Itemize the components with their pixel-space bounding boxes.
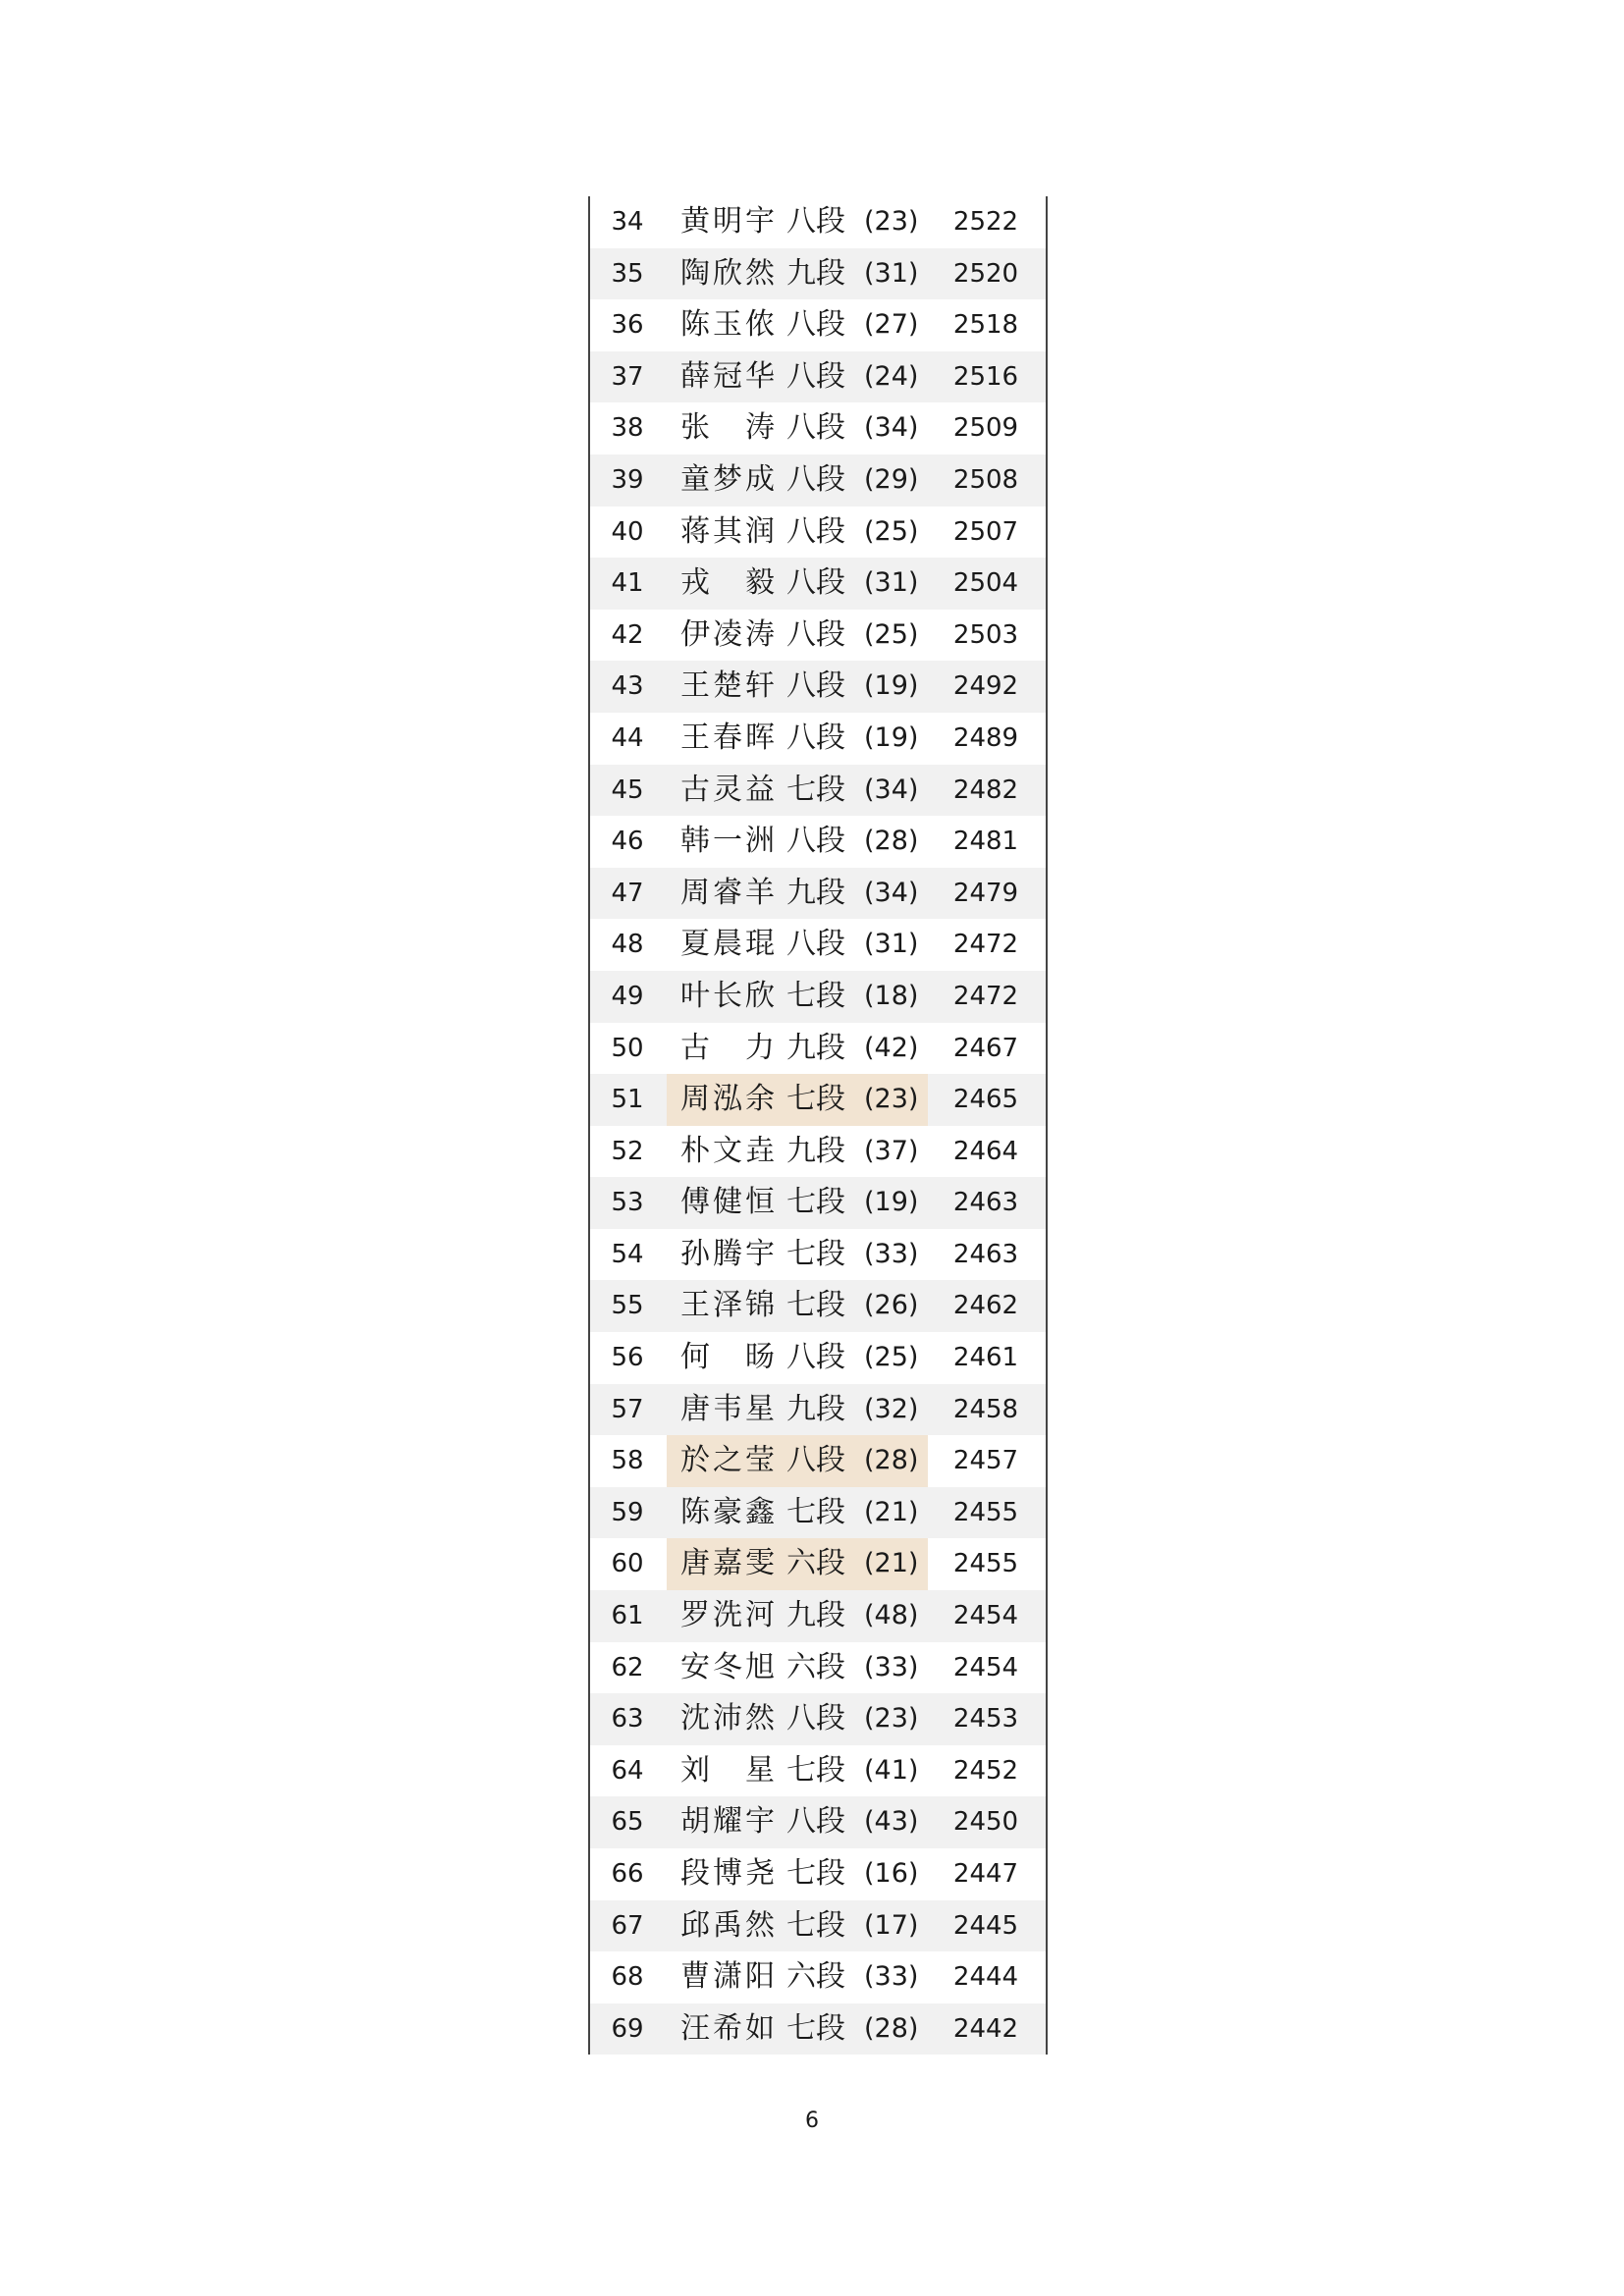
table-row xyxy=(590,1951,1046,2003)
player-age: (25) xyxy=(864,1342,919,1373)
rating-value: 2508 xyxy=(952,464,1019,495)
dan-rank: 七段 xyxy=(786,1907,845,1943)
table-row xyxy=(590,1796,1046,1848)
table-row xyxy=(590,971,1046,1023)
rank-cell: 62 xyxy=(611,1652,644,1682)
player-age: (28) xyxy=(864,2012,919,2044)
player-name: 蒋其润 xyxy=(680,513,775,549)
player-age: (29) xyxy=(864,463,919,495)
player-age: (18) xyxy=(864,980,919,1011)
table-row xyxy=(590,402,1046,454)
rating-value: 2504 xyxy=(952,568,1019,599)
player-age: (37) xyxy=(864,1135,919,1166)
table-row xyxy=(590,1642,1046,1694)
player-name: 童梦成 xyxy=(680,461,775,497)
rating-value: 2463 xyxy=(952,1188,1019,1218)
player-age: (21) xyxy=(864,1496,919,1527)
rating-value: 2445 xyxy=(952,1910,1019,1941)
player-age: (24) xyxy=(864,360,919,392)
player-age: (32) xyxy=(864,1393,919,1424)
player-name: 王泽锦 xyxy=(680,1288,775,1323)
player-name: 黄明宇 xyxy=(680,204,775,239)
rating-value: 2454 xyxy=(952,1601,1019,1631)
table-row xyxy=(590,610,1046,662)
player-age: (25) xyxy=(864,515,919,547)
player-name: 唐韦星 xyxy=(680,1391,775,1426)
table-row xyxy=(590,558,1046,610)
table-row xyxy=(590,1693,1046,1745)
table-row xyxy=(590,816,1046,868)
player-age: (28) xyxy=(864,826,919,857)
dan-rank: 九段 xyxy=(786,1030,845,1065)
rating-value: 2518 xyxy=(952,310,1019,341)
dan-rank: 九段 xyxy=(786,1598,845,1633)
table-row xyxy=(590,1177,1046,1229)
table-row xyxy=(590,507,1046,559)
dan-rank: 七段 xyxy=(786,1236,845,1271)
player-age: (31) xyxy=(864,567,919,599)
player-name: 张 涛 xyxy=(680,410,775,446)
dan-rank: 六段 xyxy=(786,1649,845,1684)
ranking-table xyxy=(588,196,1048,2055)
rating-value: 2481 xyxy=(952,827,1019,857)
dan-rank: 八段 xyxy=(786,461,845,497)
rank-cell: 38 xyxy=(611,413,644,444)
rating-value: 2455 xyxy=(952,1549,1019,1579)
player-name: 安冬旭 xyxy=(680,1649,775,1684)
rating-value: 2472 xyxy=(952,930,1019,960)
rank-cell: 53 xyxy=(611,1188,644,1218)
player-age: (42) xyxy=(864,1032,919,1063)
dan-rank: 七段 xyxy=(786,978,845,1013)
player-name: 陶欣然 xyxy=(680,255,775,291)
dan-rank: 七段 xyxy=(786,1752,845,1788)
rating-value: 2465 xyxy=(952,1085,1019,1115)
table-row xyxy=(590,299,1046,351)
player-name: 薛冠华 xyxy=(680,358,775,394)
player-name: 古 力 xyxy=(680,1030,775,1065)
rank-cell: 36 xyxy=(611,310,644,341)
player-name: 伊凌涛 xyxy=(680,616,775,652)
table-row xyxy=(590,351,1046,403)
rating-value: 2463 xyxy=(952,1239,1019,1269)
rating-value: 2472 xyxy=(952,981,1019,1011)
player-age: (33) xyxy=(864,1238,919,1269)
player-name: 周泓余 xyxy=(680,1082,775,1117)
rating-value: 2507 xyxy=(952,516,1019,547)
rating-value: 2482 xyxy=(952,774,1019,805)
player-age: (26) xyxy=(864,1290,919,1321)
dan-rank: 八段 xyxy=(786,824,845,859)
dan-rank: 九段 xyxy=(786,1133,845,1168)
player-name: 何 旸 xyxy=(680,1340,775,1375)
rating-value: 2516 xyxy=(952,361,1019,392)
player-age: (27) xyxy=(864,309,919,341)
page-number: 6 xyxy=(805,2109,819,2133)
player-age: (23) xyxy=(864,1084,919,1115)
dan-rank: 八段 xyxy=(786,565,845,601)
player-name: 唐嘉雯 xyxy=(680,1546,775,1581)
table-row xyxy=(590,1074,1046,1126)
rating-value: 2492 xyxy=(952,671,1019,702)
rating-value: 2520 xyxy=(952,258,1019,289)
player-age: (25) xyxy=(864,618,919,650)
rating-value: 2457 xyxy=(952,1446,1019,1476)
dan-rank: 九段 xyxy=(786,1391,845,1426)
table-row xyxy=(590,1848,1046,1900)
player-age: (34) xyxy=(864,877,919,908)
rank-cell: 46 xyxy=(611,827,644,857)
dan-rank: 八段 xyxy=(786,720,845,755)
player-name: 胡耀宇 xyxy=(680,1804,775,1840)
table-row xyxy=(590,868,1046,920)
rating-value: 2442 xyxy=(952,2013,1019,2044)
rank-cell: 43 xyxy=(611,671,644,702)
player-name: 王楚轩 xyxy=(680,668,775,704)
rank-cell: 49 xyxy=(611,981,644,1011)
rank-cell: 57 xyxy=(611,1394,644,1424)
rank-cell: 63 xyxy=(611,1704,644,1735)
player-name: 陈豪鑫 xyxy=(680,1494,775,1529)
rank-cell: 42 xyxy=(611,619,644,650)
rating-value: 2489 xyxy=(952,722,1019,753)
dan-rank: 七段 xyxy=(786,2010,845,2046)
dan-rank: 七段 xyxy=(786,772,845,807)
player-age: (23) xyxy=(864,1703,919,1735)
rank-cell: 50 xyxy=(611,1033,644,1063)
player-name: 夏晨琨 xyxy=(680,927,775,962)
table-row xyxy=(590,1332,1046,1384)
player-name: 王春晖 xyxy=(680,720,775,755)
rank-cell: 47 xyxy=(611,878,644,908)
table-row xyxy=(590,1280,1046,1332)
dan-rank: 八段 xyxy=(786,410,845,446)
rank-cell: 60 xyxy=(611,1549,644,1579)
player-age: (21) xyxy=(864,1548,919,1579)
player-name: 陈玉侬 xyxy=(680,307,775,343)
dan-rank: 七段 xyxy=(786,1494,845,1529)
dan-rank: 七段 xyxy=(786,1082,845,1117)
player-name: 韩一洲 xyxy=(680,824,775,859)
player-age: (34) xyxy=(864,774,919,805)
rank-cell: 56 xyxy=(611,1343,644,1373)
table-row xyxy=(590,1590,1046,1642)
dan-rank: 八段 xyxy=(786,1701,845,1736)
rating-value: 2453 xyxy=(952,1704,1019,1735)
rating-value: 2455 xyxy=(952,1497,1019,1527)
table-row xyxy=(590,1126,1046,1178)
rating-value: 2444 xyxy=(952,1962,1019,1993)
player-name: 罗洗河 xyxy=(680,1598,775,1633)
player-age: (31) xyxy=(864,929,919,960)
dan-rank: 六段 xyxy=(786,1546,845,1581)
rating-value: 2522 xyxy=(952,207,1019,237)
rating-value: 2447 xyxy=(952,1859,1019,1889)
dan-rank: 八段 xyxy=(786,927,845,962)
rank-cell: 58 xyxy=(611,1446,644,1476)
player-name: 段博尧 xyxy=(680,1856,775,1891)
table-row xyxy=(590,248,1046,300)
rank-cell: 64 xyxy=(611,1755,644,1786)
dan-rank: 九段 xyxy=(786,255,845,291)
table-row xyxy=(590,454,1046,507)
player-age: (19) xyxy=(864,1187,919,1218)
player-name: 古灵益 xyxy=(680,772,775,807)
table-row xyxy=(590,1900,1046,1952)
rating-value: 2462 xyxy=(952,1291,1019,1321)
player-name: 沈沛然 xyxy=(680,1701,775,1736)
dan-rank: 八段 xyxy=(786,1804,845,1840)
rating-value: 2503 xyxy=(952,619,1019,650)
rating-value: 2458 xyxy=(952,1394,1019,1424)
rank-cell: 35 xyxy=(611,258,644,289)
rank-cell: 59 xyxy=(611,1497,644,1527)
player-age: (33) xyxy=(864,1961,919,1993)
rank-cell: 68 xyxy=(611,1962,644,1993)
rank-cell: 67 xyxy=(611,1910,644,1941)
player-name: 於之莹 xyxy=(680,1443,775,1478)
player-age: (19) xyxy=(864,721,919,753)
rank-cell: 37 xyxy=(611,361,644,392)
dan-rank: 七段 xyxy=(786,1856,845,1891)
rank-cell: 61 xyxy=(611,1601,644,1631)
rank-cell: 55 xyxy=(611,1291,644,1321)
player-name: 周睿羊 xyxy=(680,875,775,910)
table-row xyxy=(590,765,1046,817)
dan-rank: 八段 xyxy=(786,1340,845,1375)
rank-cell: 66 xyxy=(611,1859,644,1889)
rank-cell: 39 xyxy=(611,464,644,495)
player-age: (33) xyxy=(864,1651,919,1682)
player-age: (28) xyxy=(864,1445,919,1476)
rating-value: 2461 xyxy=(952,1343,1019,1373)
rating-value: 2479 xyxy=(952,878,1019,908)
player-age: (34) xyxy=(864,412,919,444)
table-row xyxy=(590,1538,1046,1590)
rank-cell: 51 xyxy=(611,1085,644,1115)
rank-cell: 44 xyxy=(611,722,644,753)
rank-cell: 45 xyxy=(611,774,644,805)
player-name: 朴文垚 xyxy=(680,1133,775,1168)
rank-cell: 41 xyxy=(611,568,644,599)
rank-cell: 54 xyxy=(611,1239,644,1269)
player-name: 邱禹然 xyxy=(680,1907,775,1943)
table-row xyxy=(590,713,1046,765)
rating-value: 2464 xyxy=(952,1136,1019,1166)
table-row xyxy=(590,661,1046,713)
rank-cell: 40 xyxy=(611,516,644,547)
table-row xyxy=(590,1229,1046,1281)
player-age: (19) xyxy=(864,670,919,702)
rating-value: 2509 xyxy=(952,413,1019,444)
rank-cell: 52 xyxy=(611,1136,644,1166)
rank-cell: 48 xyxy=(611,930,644,960)
dan-rank: 八段 xyxy=(786,616,845,652)
player-age: (48) xyxy=(864,1600,919,1631)
table-row xyxy=(590,196,1046,248)
dan-rank: 八段 xyxy=(786,668,845,704)
table-row xyxy=(590,1487,1046,1539)
dan-rank: 七段 xyxy=(786,1185,845,1220)
table-row xyxy=(590,2003,1046,2056)
dan-rank: 九段 xyxy=(786,875,845,910)
player-age: (16) xyxy=(864,1858,919,1889)
table-row xyxy=(590,1435,1046,1487)
rank-cell: 65 xyxy=(611,1807,644,1838)
player-age: (31) xyxy=(864,257,919,289)
dan-rank: 八段 xyxy=(786,204,845,239)
rating-value: 2454 xyxy=(952,1652,1019,1682)
table-row xyxy=(590,1745,1046,1797)
dan-rank: 八段 xyxy=(786,358,845,394)
rank-cell: 69 xyxy=(611,2013,644,2044)
player-name: 汪希如 xyxy=(680,2010,775,2046)
table-row xyxy=(590,1384,1046,1436)
table-row xyxy=(590,1023,1046,1075)
player-name: 傅健恒 xyxy=(680,1185,775,1220)
dan-rank: 七段 xyxy=(786,1288,845,1323)
dan-rank: 六段 xyxy=(786,1959,845,1995)
rating-value: 2450 xyxy=(952,1807,1019,1838)
player-name: 孙腾宇 xyxy=(680,1236,775,1271)
table-row xyxy=(590,919,1046,971)
player-name: 刘 星 xyxy=(680,1752,775,1788)
player-name: 戎 毅 xyxy=(680,565,775,601)
player-age: (17) xyxy=(864,1909,919,1941)
dan-rank: 八段 xyxy=(786,513,845,549)
dan-rank: 八段 xyxy=(786,1443,845,1478)
dan-rank: 八段 xyxy=(786,307,845,343)
rating-value: 2467 xyxy=(952,1033,1019,1063)
rank-cell: 34 xyxy=(611,207,644,237)
rating-value: 2452 xyxy=(952,1755,1019,1786)
player-age: (41) xyxy=(864,1754,919,1786)
player-age: (23) xyxy=(864,206,919,237)
player-name: 曹潇阳 xyxy=(680,1959,775,1995)
player-name: 叶长欣 xyxy=(680,978,775,1013)
player-age: (43) xyxy=(864,1806,919,1838)
